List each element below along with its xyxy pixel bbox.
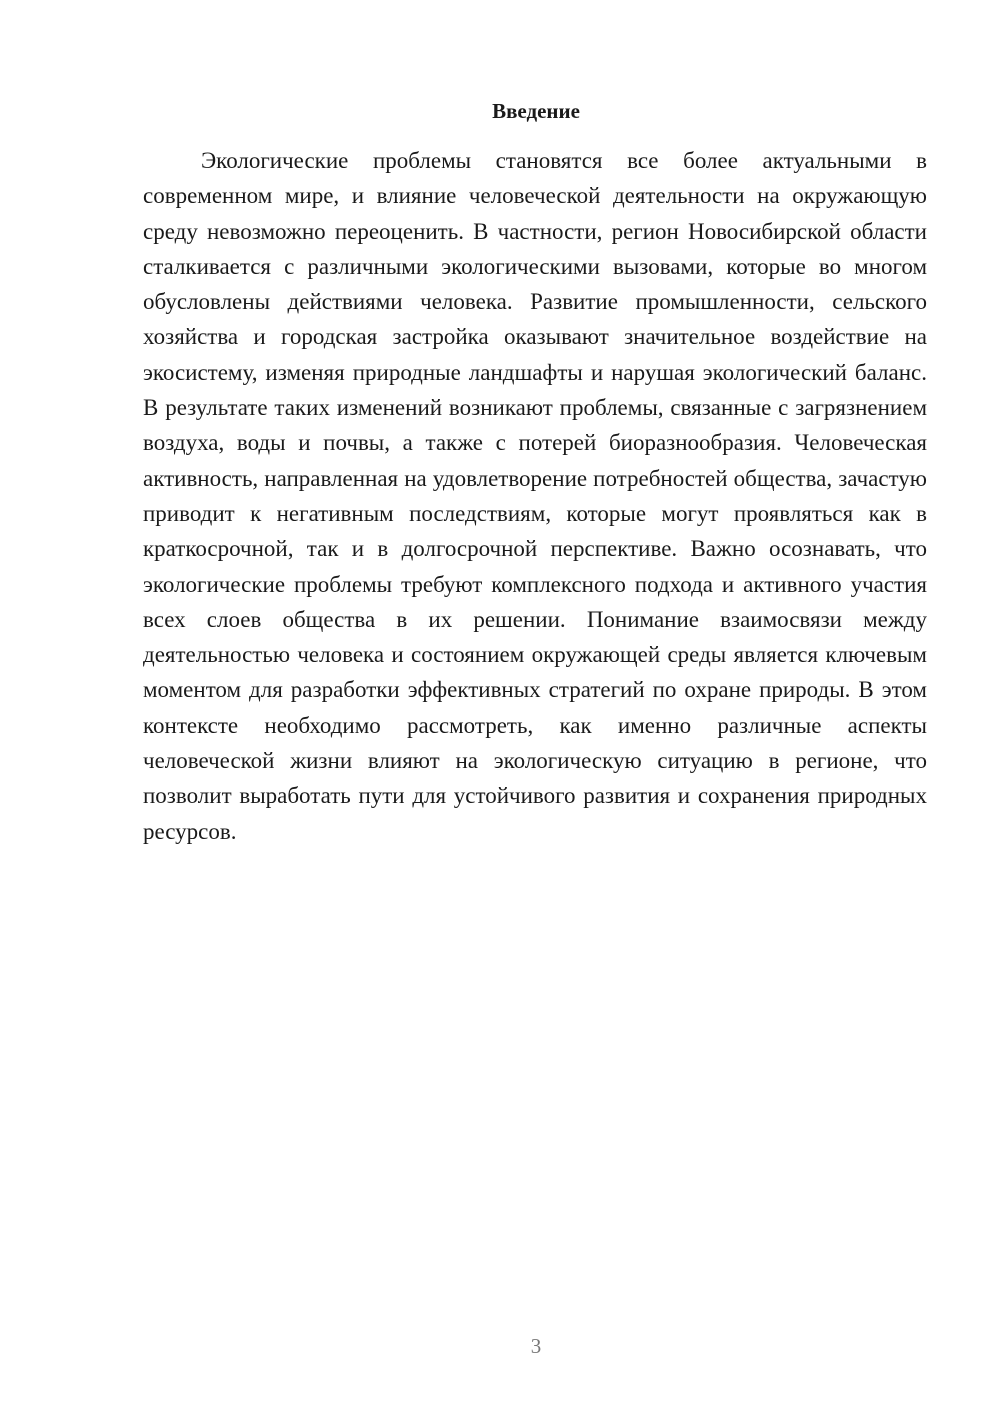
- page-number: 3: [530, 1334, 542, 1358]
- section-heading: Введение: [492, 99, 580, 123]
- introduction-paragraph: Экологические проблемы становятся все более актуальными в современном мире, и влияние человеческой деятельности на окружающую среду невозможно переоценить. В частности, регион Новосибирской области сталкивается с различными экологическими вызовами, которые во многом обусловлены действиями человека. Развитие промышленности, сельского хозяйства и городская застройка оказывают значительное воздействие на экосистему, изменяя природные ландшафты и нарушая экологический баланс. В результате таких изменений возникают проблемы, связанные с загрязнением воздуха, воды и почвы, а также с потерей биоразнообразия. Человеческая активность, направленная на удовлетворение потребностей общества, зачастую приводит к негативным последствиям, которые могут проявляться как в краткосрочной, так и в долгосрочной перспективе. Важно осознавать, что экологические проблемы требуют комплексного подхода и активного участия всех слоев общества в их решении. Понимание взаимосвязи между деятельностью человека и состоянием окружающей среды является ключевым моментом для разработки эффективных стратегий по охране природы. В этом контексте необходимо рассмотреть, как именно различные аспекты человеческой жизни влияют на экологическую ситуацию в регионе, что позволит выработать пути для устойчивого развития и сохранения природных ресурсов.: [143, 148, 927, 844]
